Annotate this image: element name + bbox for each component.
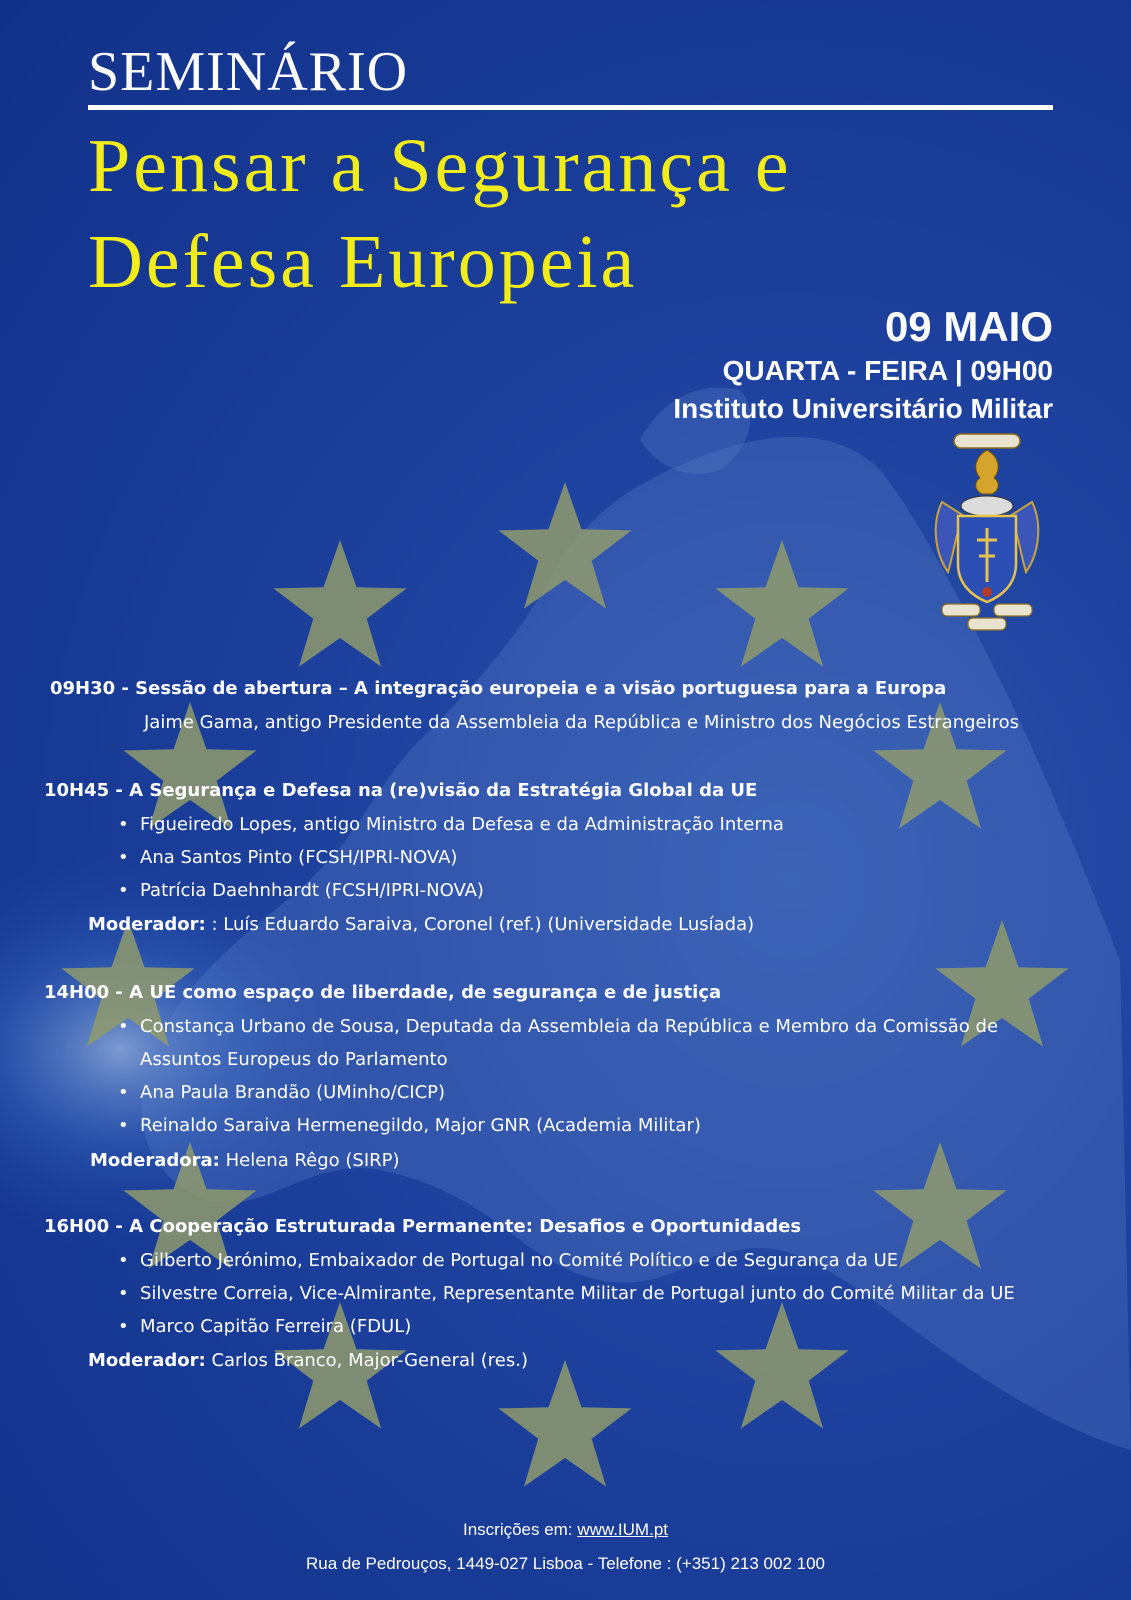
header-divider (88, 105, 1053, 110)
title-line-1: Pensar a Segurança e (88, 124, 792, 208)
event-venue: Instituto Universitário Militar (673, 393, 1053, 424)
seminar-kicker: SEMINÁRIO (88, 41, 409, 103)
session-4-heading: 16H00 - A Cooperação Estruturada Permanente: Desafios e Oportunidades (44, 1216, 802, 1237)
list-item-text: Constança Urbano de Sousa, Deputada da Assembleia da República e Membro da Comissão de (140, 1016, 999, 1037)
list-item (118, 1010, 998, 1076)
moderator-label: Moderador: (88, 914, 206, 935)
event-date: 09 MAIO (884, 303, 1053, 350)
address-line: Rua de Pedrouços, 1449-027 Lisboa - Telefone : (+351) 213 002 100 (305, 1554, 826, 1573)
session-4-moderator (88, 1350, 528, 1371)
session-3-moderator (90, 1150, 400, 1171)
list-item-continuation: Assuntos Europeus do Parlamento (140, 1049, 448, 1070)
session-3-heading: 14H00 - A UE como espaço de liberdade, de segurança e de justiça (44, 982, 722, 1003)
list-item: • Silvestre Correia, Vice-Almirante, Representante Militar de Portugal junto do Comité Militar da UE (118, 1277, 1015, 1310)
registration-link[interactable]: www.IUM.pt (577, 1520, 668, 1539)
list-item: • Ana Paula Brandão (UMinho/CICP) (118, 1076, 998, 1109)
moderator-name: Carlos Branco, Major-General (res.) (205, 1350, 528, 1371)
coat-of-arms-icon (928, 432, 1046, 632)
title-line-2: Defesa Europeia (88, 220, 638, 304)
session-1-heading: 09H30 - Sessão de abertura – A integração europeia e a visão portuguesa para a Europa (50, 678, 947, 699)
seminar-title (88, 118, 1088, 310)
moderator-label: Moderador: (88, 1350, 206, 1371)
session-2-speakers (118, 808, 784, 907)
session-3-speakers (118, 1010, 998, 1142)
session-4-speakers (118, 1244, 1015, 1343)
list-item: • Patrícia Daehnhardt (FCSH/IPRI-NOVA) (118, 874, 784, 907)
list-item: • Figueiredo Lopes, antigo Ministro da Defesa e da Administração Interna (118, 808, 784, 841)
list-item: • Ana Santos Pinto (FCSH/IPRI-NOVA) (118, 841, 784, 874)
session-2-moderator (88, 914, 754, 935)
event-day-time: QUARTA - FEIRA | 09H00 (722, 355, 1053, 386)
list-item: • Gilberto Jerónimo, Embaixador de Portugal no Comité Político e de Segurança da UE (118, 1244, 1015, 1277)
session-1-speaker: Jaime Gama, antigo Presidente da Assembleia da República e Ministro dos Negócios Estrangeiros (144, 712, 1020, 733)
session-2-heading: 10H45 - A Segurança e Defesa na (re)visão da Estratégia Global da UE (44, 780, 758, 801)
registration-label: Inscrições em: (462, 1520, 573, 1539)
list-item: • Reinaldo Saraiva Hermenegildo, Major GNR (Academia Militar) (118, 1109, 998, 1142)
moderator-name: Helena Rêgo (SIRP) (219, 1150, 400, 1171)
moderator-label: Moderadora: (90, 1150, 220, 1171)
moderator-name: : Luís Eduardo Saraiva, Coronel (ref.) (Universidade Lusíada) (205, 914, 755, 935)
list-item: • Marco Capitão Ferreira (FDUL) (118, 1310, 1015, 1343)
event-info (673, 302, 1053, 428)
registration-line (0, 1520, 1131, 1540)
header (88, 40, 1053, 104)
